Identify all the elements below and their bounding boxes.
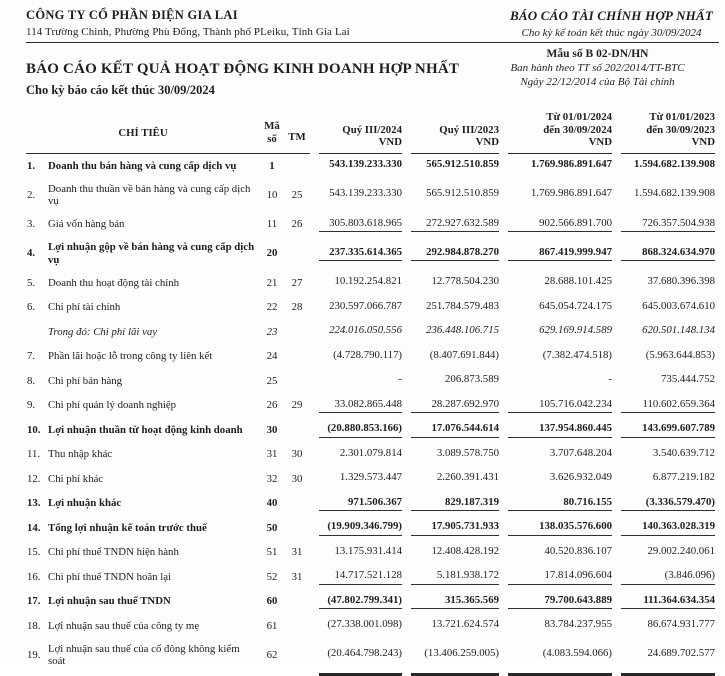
row-value-ytd-2024: - xyxy=(608,373,612,385)
row-code: 24 xyxy=(266,350,278,362)
row-value-ytd-2023: 3.540.639.712 xyxy=(652,446,715,459)
row-label: Thu nhập khác xyxy=(48,448,113,460)
row-value-ytd-2024: 3.707.648.204 xyxy=(549,446,612,459)
column-header-item: CHỈ TIÊU xyxy=(26,111,260,154)
row-code: 62 xyxy=(266,648,278,661)
row-code: 50 xyxy=(266,521,278,534)
row-code: 51 xyxy=(266,546,278,558)
row-label: Doanh thu hoạt động tài chính xyxy=(48,276,180,289)
row-value-ytd-2023: 1.594.682.139.908 xyxy=(634,158,715,170)
form-issued-under: Ban hành theo TT số 202/2014/TT-BTC xyxy=(510,62,685,74)
company-name: CÔNG TY CỔ PHẦN ĐIỆN GIA LAI xyxy=(26,8,238,22)
table-row xyxy=(26,638,715,672)
row-value-q3-2023: 12.778.504.230 xyxy=(431,275,499,287)
row-value-ytd-2023: 735.444.752 xyxy=(661,373,715,385)
row-value-ytd-2023: (5.963.644.853) xyxy=(645,348,715,361)
column-header-ytd-2023 xyxy=(612,111,715,154)
row-value-ytd-2023: (3.336.579.470) xyxy=(612,491,715,516)
row-number: 9. xyxy=(27,399,36,411)
form-issued-date: Ngày 22/12/2014 của Bộ Tài chính xyxy=(520,76,675,88)
row-value-q3-2024: - xyxy=(398,373,402,385)
row-label: Chi phí bán hàng xyxy=(48,374,123,387)
row-value-q3-2023: 565.912.510.859 xyxy=(426,158,499,170)
row-value-ytd-2023: 110.602.659.364 xyxy=(612,393,715,418)
row-value-q3-2024: (27.338.001.098) xyxy=(327,618,402,630)
row-label: Chi phí thuế TNDN hoãn lại xyxy=(48,570,172,583)
row-number: 7. xyxy=(27,350,36,362)
row-number: 10. xyxy=(27,423,41,436)
table-row xyxy=(26,467,715,492)
table-header xyxy=(26,111,715,154)
column-header-line: Quý III/2024 xyxy=(342,123,402,136)
row-note xyxy=(284,638,310,672)
row-label: Lợi nhuận khác xyxy=(48,497,122,509)
row-value-q3-2023: 829.187.319 xyxy=(402,491,499,516)
closing-rule-spacer xyxy=(260,672,284,676)
row-number: 11. xyxy=(27,448,41,460)
row-value-ytd-2023: 1.594.682.139.908 xyxy=(634,187,715,200)
row-value-q3-2023: 17.905.731.933 xyxy=(402,516,499,541)
row-label: Lợi nhuận thuần từ hoạt động kinh doanh xyxy=(48,423,243,436)
row-value-q3-2024: (19.909.346.799) xyxy=(310,516,402,541)
row-value-ytd-2024: 902.566.891.700 xyxy=(499,212,612,237)
row-value-q3-2023: 13.721.624.574 xyxy=(431,618,499,630)
table-row xyxy=(26,237,715,271)
row-label: Phần lãi hoặc lỗ trong công ty liên kết xyxy=(48,350,213,362)
row-value-ytd-2024: 1.769.986.891.647 xyxy=(531,187,612,200)
table-row xyxy=(26,271,715,296)
row-value-ytd-2023: 37.680.396.398 xyxy=(647,275,715,287)
title-row xyxy=(26,48,717,98)
table-row xyxy=(26,320,715,345)
row-code: 11 xyxy=(266,218,278,230)
column-header-line: Từ 01/01/2023 xyxy=(649,111,715,123)
row-value-q3-2023: 17.076.544.614 xyxy=(402,418,499,443)
row-note xyxy=(284,344,310,369)
row-value-ytd-2024: 40.520.836.107 xyxy=(544,544,612,557)
column-header-line: Từ 01/01/2024 xyxy=(546,111,612,123)
closing-rule-segment xyxy=(310,672,402,676)
row-value-ytd-2023: 726.357.504.938 xyxy=(612,212,715,237)
row-number: 6. xyxy=(27,301,36,313)
row-value-ytd-2024: 28.688.101.425 xyxy=(544,275,612,287)
table-row xyxy=(26,212,715,237)
row-value-ytd-2024: 137.954.860.445 xyxy=(499,418,612,443)
table-row xyxy=(26,540,715,565)
row-note: 31 xyxy=(291,546,303,558)
income-statement-table xyxy=(26,111,715,676)
row-number: 17. xyxy=(27,595,41,607)
row-value-q3-2023: (8.407.691.844) xyxy=(429,348,499,361)
row-code: 61 xyxy=(266,619,278,632)
row-label: Trong đó: Chi phí lãi vay xyxy=(48,325,158,338)
row-value-ytd-2024: 138.035.576.600 xyxy=(499,516,612,541)
table-row xyxy=(26,565,715,590)
row-note: 25 xyxy=(291,188,303,201)
row-value-q3-2023: 315.365.569 xyxy=(402,589,499,614)
row-value-ytd-2024: (7.382.474.518) xyxy=(542,348,612,361)
table-row xyxy=(26,154,715,179)
row-code: 10 xyxy=(266,188,278,201)
row-value-ytd-2023: 140.363.028.319 xyxy=(612,516,715,541)
row-note xyxy=(284,320,310,345)
row-code: 23 xyxy=(266,325,278,338)
row-number: 16. xyxy=(27,570,41,583)
table-row xyxy=(26,614,715,639)
row-note: 31 xyxy=(291,570,303,583)
row-label: Giá vốn hàng bán xyxy=(48,218,125,230)
row-number: 3. xyxy=(27,218,36,230)
row-value-ytd-2023: 6.877.219.182 xyxy=(652,471,715,483)
row-value-ytd-2023: 645.003.674.610 xyxy=(642,299,715,312)
form-number: Mẫu số B 02-DN/HN xyxy=(546,48,649,60)
row-note xyxy=(284,589,310,614)
column-header-q3-2023 xyxy=(402,111,499,154)
table-row xyxy=(26,393,715,418)
row-value-q3-2024: 14.717.521.128 xyxy=(310,565,402,590)
row-number: 12. xyxy=(27,472,41,485)
row-value-ytd-2024: 645.054.724.175 xyxy=(539,299,612,312)
table-row xyxy=(26,418,715,443)
report-period: Cho kỳ kế toán kết thúc ngày 30/09/2024 xyxy=(521,27,702,39)
row-code: 52 xyxy=(266,570,278,583)
table-row xyxy=(26,295,715,320)
table-row xyxy=(26,442,715,467)
row-note xyxy=(284,237,310,271)
column-header-currency: VND xyxy=(475,136,499,148)
row-value-ytd-2024: 17.814.096.604 xyxy=(499,565,612,590)
row-value-q3-2023: 565.912.510.859 xyxy=(426,187,499,200)
report-title: BÁO CÁO TÀI CHÍNH HỢP NHẤT xyxy=(510,8,713,23)
row-value-ytd-2023: 86.674.931.777 xyxy=(647,618,715,630)
column-header-line: đến 30/09/2024 xyxy=(543,123,612,136)
statement-title: BÁO CÁO KẾT QUẢ HOẠT ĐỘNG KINH DOANH HỢP NHẤT xyxy=(26,61,460,77)
row-value-q3-2023: 3.089.578.750 xyxy=(436,446,499,459)
row-value-q3-2024: 230.597.066.787 xyxy=(329,299,402,312)
table-body xyxy=(26,154,715,676)
table-row xyxy=(26,178,715,212)
row-number: 8. xyxy=(27,374,36,387)
row-code: 26 xyxy=(266,399,278,411)
row-code: 30 xyxy=(266,423,278,436)
statement-title-block xyxy=(26,61,459,98)
row-label: Lợi nhuận sau thuế của công ty mẹ xyxy=(48,619,200,632)
row-number: 5. xyxy=(27,276,36,289)
row-value-q3-2024: (47.802.799.341) xyxy=(310,589,402,614)
row-note xyxy=(284,491,310,516)
closing-rule-spacer xyxy=(26,672,48,676)
row-value-q3-2023: 272.927.632.589 xyxy=(402,212,499,237)
closing-rule-spacer xyxy=(284,672,310,676)
row-number: 14. xyxy=(27,521,41,534)
column-header-line: đến 30/09/2023 xyxy=(646,123,715,136)
row-number: 18. xyxy=(27,619,41,632)
table-row xyxy=(26,369,715,394)
row-value-ytd-2024: 80.716.155 xyxy=(499,491,612,516)
row-code: 20 xyxy=(266,247,278,260)
row-value-ytd-2024: 3.626.932.049 xyxy=(549,471,612,483)
row-number: 2. xyxy=(27,188,36,201)
column-header-currency: VND xyxy=(691,136,715,148)
row-value-q3-2024: 1.329.573.447 xyxy=(339,471,402,483)
row-label: Doanh thu bán hàng và cung cấp dịch vụ xyxy=(48,159,237,172)
row-number: 1. xyxy=(27,159,36,172)
row-value-ytd-2023: 24.689.702.577 xyxy=(647,647,715,660)
table-row xyxy=(26,589,715,614)
row-value-q3-2024: (20.880.853.166) xyxy=(310,418,402,443)
row-value-q3-2023: 28.287.692.970 xyxy=(402,393,499,418)
row-value-ytd-2024: 629.169.914.589 xyxy=(539,324,612,336)
row-number: 15. xyxy=(27,546,41,558)
column-header-ytd-2024 xyxy=(499,111,612,154)
row-note: 29 xyxy=(291,399,303,411)
column-header-line: Quý III/2023 xyxy=(439,123,499,136)
row-value-q3-2023: 236.448.106.715 xyxy=(426,324,499,336)
row-value-q3-2023: 251.784.579.483 xyxy=(426,299,499,312)
row-label: Doanh thu thuần về bán hàng và cung cấp dịch vụ xyxy=(48,182,251,207)
row-value-q3-2023: 12.408.428.192 xyxy=(431,544,499,557)
column-header-code: Mã số xyxy=(260,111,284,154)
row-code: 32 xyxy=(266,472,278,485)
row-value-ytd-2024: 1.769.986.891.647 xyxy=(531,158,612,170)
row-note xyxy=(284,154,310,179)
row-value-q3-2024: 33.082.865.448 xyxy=(310,393,402,418)
closing-rule-segment xyxy=(402,672,499,676)
report-header-block xyxy=(510,8,717,39)
row-value-ytd-2024: 105.716.042.234 xyxy=(499,393,612,418)
table-row xyxy=(26,344,715,369)
row-value-ytd-2024: 867.419.999.947 xyxy=(499,237,612,271)
row-value-ytd-2023: 111.364.634.354 xyxy=(612,589,715,614)
row-value-q3-2024: 971.506.367 xyxy=(310,491,402,516)
row-value-ytd-2023: (3.846.096) xyxy=(612,565,715,590)
row-value-q3-2023: 292.984.878.270 xyxy=(402,237,499,271)
row-number: 4. xyxy=(27,247,36,260)
row-value-q3-2023: 206.873.589 xyxy=(445,373,499,385)
row-label: Lợi nhuận sau thuế của cổ đông không kiểm soát xyxy=(48,642,240,667)
row-label: Tổng lợi nhuận kế toán trước thuế xyxy=(48,521,207,534)
column-header-currency: VND xyxy=(588,136,612,148)
document-header xyxy=(26,8,717,39)
row-note: 30 xyxy=(291,472,303,485)
row-value-q3-2024: 224.016.050.556 xyxy=(329,324,402,336)
closing-rule-spacer xyxy=(48,672,260,676)
row-value-q3-2024: 10.192.254.821 xyxy=(334,275,402,287)
closing-rule-segment xyxy=(499,672,612,676)
row-label: Lợi nhuận gộp về bán hàng và cung cấp dịch vụ xyxy=(48,241,255,266)
column-header-q3-2024 xyxy=(310,111,402,154)
row-label: Chi phí khác xyxy=(48,472,104,485)
row-note: 27 xyxy=(291,276,303,289)
row-note: 26 xyxy=(291,218,303,230)
table-row xyxy=(26,491,715,516)
row-value-q3-2024: 305.803.618.965 xyxy=(310,212,402,237)
row-code: 40 xyxy=(266,497,278,509)
column-header-currency: VND xyxy=(378,136,402,148)
row-code: 25 xyxy=(266,374,278,387)
closing-rule-segment xyxy=(612,672,715,676)
row-note xyxy=(284,369,310,394)
row-code: 21 xyxy=(266,276,278,289)
row-number xyxy=(26,320,48,345)
row-number: 13. xyxy=(27,497,41,509)
row-code: 1 xyxy=(269,159,275,172)
row-value-ytd-2024: 79.700.643.889 xyxy=(499,589,612,614)
table-closing-rule xyxy=(26,672,715,676)
column-header-note: TM xyxy=(284,111,310,154)
row-note xyxy=(284,516,310,541)
row-value-q3-2024: 2.301.079.814 xyxy=(339,446,402,459)
row-value-q3-2023: (13.406.259.005) xyxy=(424,647,499,660)
row-value-q3-2024: 543.139.233.330 xyxy=(329,187,402,200)
row-label: Chi phí thuế TNDN hiện hành xyxy=(48,546,179,558)
row-note: 28 xyxy=(291,301,303,313)
row-value-q3-2024: (4.728.790.117) xyxy=(333,348,402,361)
row-code: 60 xyxy=(266,595,278,607)
row-value-ytd-2024: 83.784.237.955 xyxy=(544,618,612,630)
row-value-q3-2023: 5.181.938.172 xyxy=(402,565,499,590)
company-block xyxy=(26,8,350,38)
row-note xyxy=(284,418,310,443)
row-value-q3-2024: (20.464.798.243) xyxy=(327,647,402,660)
row-value-ytd-2023: 868.324.634.970 xyxy=(612,237,715,271)
row-value-q3-2024: 237.335.614.365 xyxy=(310,237,402,271)
statement-subtitle: Cho kỳ báo cáo kết thúc 30/09/2024 xyxy=(26,83,215,97)
table-row xyxy=(26,516,715,541)
row-value-q3-2024: 13.175.931.414 xyxy=(334,544,402,557)
row-number: 19. xyxy=(27,648,41,661)
row-value-q3-2023: 2.260.391.431 xyxy=(436,471,499,483)
row-note: 30 xyxy=(291,448,303,460)
row-note xyxy=(284,614,310,639)
row-value-q3-2024: 543.139.233.330 xyxy=(329,158,402,170)
form-info-block xyxy=(480,48,717,98)
row-label: Chi phí quản lý doanh nghiệp xyxy=(48,399,177,411)
row-value-ytd-2023: 143.699.607.789 xyxy=(612,418,715,443)
row-label: Lợi nhuận sau thuế TNDN xyxy=(48,595,171,607)
company-address: 114 Trường Chinh, Phường Phù Đổng, Thành phố PLeiku, Tỉnh Gia Lai xyxy=(26,26,350,38)
row-label: Chi phí tài chính xyxy=(48,301,121,313)
row-code: 31 xyxy=(266,448,278,460)
row-value-ytd-2023: 620.501.148.134 xyxy=(642,324,715,336)
row-value-ytd-2023: 29.002.240.061 xyxy=(647,544,715,557)
row-code: 22 xyxy=(266,301,278,313)
row-value-ytd-2024: (4.083.594.066) xyxy=(542,647,612,660)
header-divider xyxy=(26,42,719,43)
